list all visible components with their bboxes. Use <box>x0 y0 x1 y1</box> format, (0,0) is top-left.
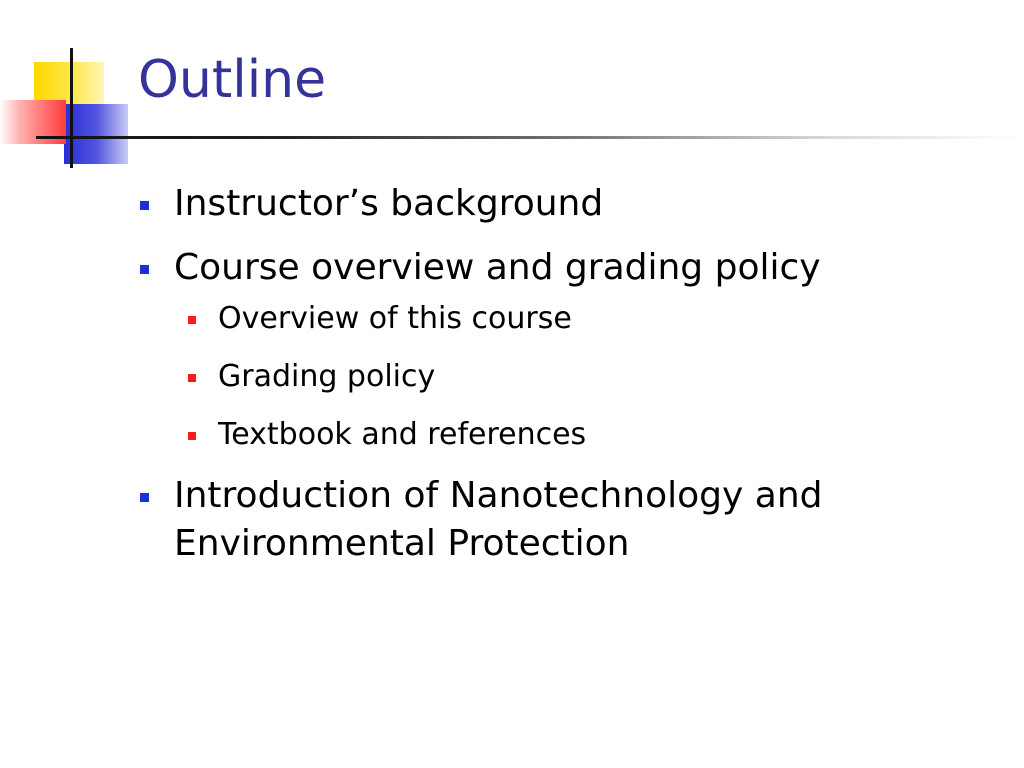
outline-item-label: Introduction of Nanotechnology and Environmental Protection <box>174 475 823 564</box>
outline-subitem-label: Overview of this course <box>218 301 572 336</box>
square-bullet-icon <box>140 265 149 274</box>
outline-subitem-overview <box>180 298 976 340</box>
outline-subitem-grading-policy <box>180 356 976 398</box>
square-bullet-icon <box>140 201 149 210</box>
outline-subitem-textbook <box>180 414 976 456</box>
outline-item-label: Course overview and grading policy <box>174 247 821 288</box>
square-bullet-icon <box>188 316 196 324</box>
square-bullet-icon <box>140 493 149 502</box>
outline-item-label: Instructor’s background <box>174 183 604 224</box>
slide-title: Outline <box>138 50 327 110</box>
outline-subitem-label: Textbook and references <box>218 417 587 452</box>
outline-item-course-overview <box>136 244 976 456</box>
square-bullet-icon <box>188 374 196 382</box>
decorative-blue-square <box>64 104 128 164</box>
decorative-vertical-line <box>70 48 73 168</box>
outline-sublist <box>180 298 976 456</box>
outline-list <box>136 180 976 584</box>
outline-subitem-label: Grading policy <box>218 359 436 394</box>
outline-item-instructor-background <box>136 180 976 228</box>
title-underline <box>36 136 1024 139</box>
square-bullet-icon <box>188 432 196 440</box>
outline-item-introduction <box>136 472 976 568</box>
